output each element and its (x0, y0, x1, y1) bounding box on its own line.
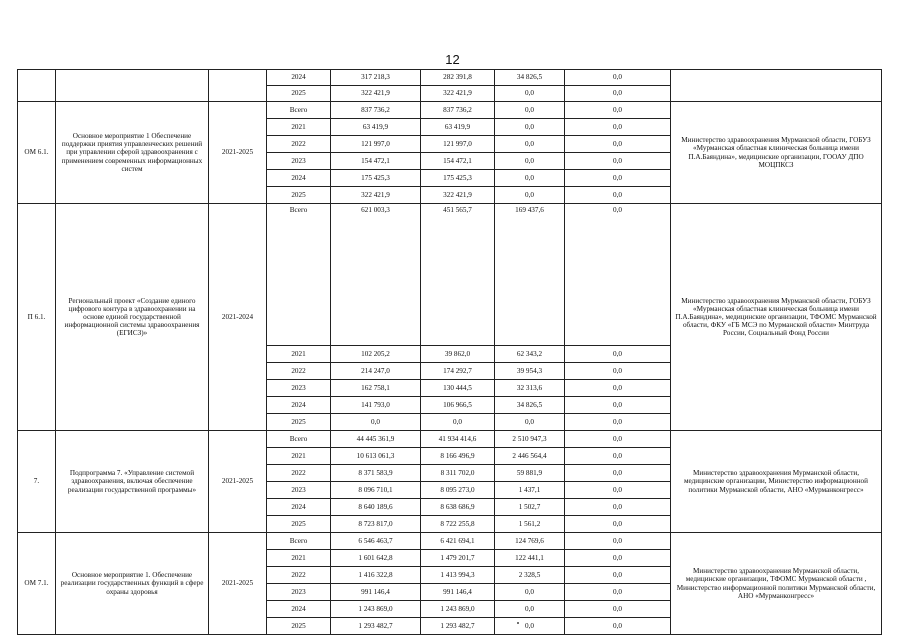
regional-budget-cell: 106 966,5 (421, 397, 495, 414)
federal-budget-cell: 34 826,5 (495, 70, 565, 86)
regional-budget-cell: 39 862,0 (421, 346, 495, 363)
other-sources-cell: 0,0 (565, 499, 671, 516)
federal-budget-cell: 122 441,1 (495, 550, 565, 567)
other-sources-cell: 0,0 (565, 431, 671, 448)
federal-budget-cell: 0,0 (495, 153, 565, 170)
responsible-executor-cell (671, 70, 882, 102)
responsible-executor-cell: Министерство здравоохранения Мурманской области, ГОБУЗ «Мурманская областная клиническая больница имени П.А.Баяндина», медицинские организации, ТФОМС Мурманской области, ФКУ «ГБ МСЭ по Мурманской области» Минтруда России, Социальный Фонд России (671, 204, 882, 431)
year-cell: Всего (267, 102, 331, 119)
federal-budget-cell: 32 313,6 (495, 380, 565, 397)
year-cell: 2022 (267, 363, 331, 380)
federal-budget-cell: 62 343,2 (495, 346, 565, 363)
page-number: 12 (445, 52, 460, 67)
regional-budget-cell: 121 997,0 (421, 136, 495, 153)
activity-name-cell: Региональный проект «Создание единого цифрового контура в здравоохранении на основе единой государственной информационной системы здравоохранения (ЕГИСЗ)» (56, 204, 209, 431)
total-cell: 621 003,3 (331, 204, 421, 346)
period-cell: 2021-2025 (209, 533, 267, 635)
activity-code-cell: ОМ 7.1. (18, 533, 56, 635)
activity-code-cell (18, 70, 56, 102)
activity-name-cell: Основное мероприятие 1. Обеспечение реализации государственных функций в сфере охраны здоровья (56, 533, 209, 635)
other-sources-cell: 0,0 (565, 550, 671, 567)
year-cell: 2024 (267, 499, 331, 516)
year-cell: 2023 (267, 380, 331, 397)
regional-budget-cell: 322 421,9 (421, 187, 495, 204)
other-sources-cell: 0,0 (565, 136, 671, 153)
federal-budget-cell: 39 954,3 (495, 363, 565, 380)
federal-budget-cell: 2 446 564,4 (495, 448, 565, 465)
other-sources-cell: 0,0 (565, 465, 671, 482)
federal-budget-cell: 2 510 947,3 (495, 431, 565, 448)
table-row (18, 533, 882, 550)
responsible-executor-cell: Министерство здравоохранения Мурманской области, медицинские организации, ТФОМС Мурманской области , Министерство информационной политики Мурманской области, АНО «Мурманконгресс» (671, 533, 882, 635)
total-cell: 162 758,1 (331, 380, 421, 397)
total-cell: 214 247,0 (331, 363, 421, 380)
regional-budget-cell: 8 095 273,0 (421, 482, 495, 499)
regional-budget-cell: 1 479 201,7 (421, 550, 495, 567)
regional-budget-cell: 63 419,9 (421, 119, 495, 136)
federal-budget-cell: 1 561,2 (495, 516, 565, 533)
federal-budget-cell: 34 826,5 (495, 397, 565, 414)
federal-budget-cell: 2 328,5 (495, 567, 565, 584)
total-cell: 991 146,4 (331, 584, 421, 601)
scan-dot (517, 622, 519, 624)
federal-budget-cell: 0,0 (495, 102, 565, 119)
year-cell: 2024 (267, 397, 331, 414)
total-cell: 10 613 061,3 (331, 448, 421, 465)
budget-table (17, 69, 882, 635)
regional-budget-cell: 1 293 482,7 (421, 618, 495, 635)
responsible-executor-cell: Министерство здравоохранения Мурманской области, медицинские организации, Министерство информационной политики Мурманской области, АНО «Мурманконгресс» (671, 431, 882, 533)
period-cell: 2021-2025 (209, 102, 267, 204)
activity-name-cell: Подпрограмма 7. «Управление системой здравоохранения, включая обеспечение реализации государственной программы» (56, 431, 209, 533)
activity-code-cell: П 6.1. (18, 204, 56, 431)
year-cell: 2021 (267, 550, 331, 567)
other-sources-cell: 0,0 (565, 346, 671, 363)
year-cell: 2025 (267, 187, 331, 204)
federal-budget-cell: 0,0 (495, 136, 565, 153)
other-sources-cell: 0,0 (565, 102, 671, 119)
regional-budget-cell: 8 722 255,8 (421, 516, 495, 533)
activity-code-cell: 7. (18, 431, 56, 533)
other-sources-cell: 0,0 (565, 482, 671, 499)
federal-budget-cell: 1 502,7 (495, 499, 565, 516)
year-cell: 2024 (267, 170, 331, 187)
year-cell: 2023 (267, 584, 331, 601)
year-cell: 2023 (267, 153, 331, 170)
total-cell: 8 371 583,9 (331, 465, 421, 482)
federal-budget-cell: 0,0 (495, 601, 565, 618)
year-cell: 2024 (267, 70, 331, 86)
other-sources-cell: 0,0 (565, 380, 671, 397)
other-sources-cell: 0,0 (565, 567, 671, 584)
regional-budget-cell: 6 421 694,1 (421, 533, 495, 550)
regional-budget-cell: 1 243 869,0 (421, 601, 495, 618)
other-sources-cell: 0,0 (565, 187, 671, 204)
other-sources-cell: 0,0 (565, 363, 671, 380)
table-row (18, 431, 882, 448)
federal-budget-cell: 169 437,6 (495, 204, 565, 346)
other-sources-cell: 0,0 (565, 153, 671, 170)
federal-budget-cell: 1 437,1 (495, 482, 565, 499)
other-sources-cell: 0,0 (565, 601, 671, 618)
total-cell: 154 472,1 (331, 153, 421, 170)
total-cell: 322 421,9 (331, 86, 421, 102)
regional-budget-cell: 991 146,4 (421, 584, 495, 601)
total-cell: 44 445 361,9 (331, 431, 421, 448)
federal-budget-cell: 124 769,6 (495, 533, 565, 550)
total-cell: 8 096 710,1 (331, 482, 421, 499)
year-cell: 2021 (267, 119, 331, 136)
regional-budget-cell: 837 736,2 (421, 102, 495, 119)
other-sources-cell: 0,0 (565, 70, 671, 86)
regional-budget-cell: 175 425,3 (421, 170, 495, 187)
federal-budget-cell: 0,0 (495, 119, 565, 136)
federal-budget-cell: 0,0 (495, 584, 565, 601)
year-cell: 2025 (267, 618, 331, 635)
activity-name-cell (56, 70, 209, 102)
year-cell: Всего (267, 204, 331, 346)
total-cell: 1 243 869,0 (331, 601, 421, 618)
other-sources-cell: 0,0 (565, 204, 671, 346)
other-sources-cell: 0,0 (565, 170, 671, 187)
federal-budget-cell: 0,0 (495, 170, 565, 187)
total-cell: 63 419,9 (331, 119, 421, 136)
total-cell: 8 723 817,0 (331, 516, 421, 533)
federal-budget-cell: 0,0 (495, 187, 565, 204)
regional-budget-cell: 8 311 702,0 (421, 465, 495, 482)
federal-budget-cell: 0,0 (495, 618, 565, 635)
total-cell: 0,0 (331, 414, 421, 431)
table-row (18, 204, 882, 346)
total-cell: 837 736,2 (331, 102, 421, 119)
activity-name-cell: Основное мероприятие 1 Обеспечение поддержки приятия управленческих решений при управлении сферой здравоохранения с применением современных информационных систем (56, 102, 209, 204)
other-sources-cell: 0,0 (565, 119, 671, 136)
other-sources-cell: 0,0 (565, 618, 671, 635)
period-cell: 2021-2025 (209, 431, 267, 533)
budget-table-body (18, 70, 882, 635)
regional-budget-cell: 174 292,7 (421, 363, 495, 380)
total-cell: 141 793,0 (331, 397, 421, 414)
year-cell: 2025 (267, 86, 331, 102)
federal-budget-cell: 0,0 (495, 86, 565, 102)
total-cell: 322 421,9 (331, 187, 421, 204)
total-cell: 8 640 189,6 (331, 499, 421, 516)
total-cell: 6 546 463,7 (331, 533, 421, 550)
period-cell (209, 70, 267, 102)
year-cell: 2022 (267, 567, 331, 584)
regional-budget-cell: 282 391,8 (421, 70, 495, 86)
year-cell: Всего (267, 431, 331, 448)
total-cell: 1 416 322,8 (331, 567, 421, 584)
responsible-executor-cell: Министерство здравоохранения Мурманской области, ГОБУЗ «Мурманская областная клиническая больница имени П.А.Баяндина», медицинские организации, ГООАУ ДПО МОЦПКСЗ (671, 102, 882, 204)
total-cell: 121 997,0 (331, 136, 421, 153)
total-cell: 317 218,3 (331, 70, 421, 86)
year-cell: 2024 (267, 601, 331, 618)
federal-budget-cell: 0,0 (495, 414, 565, 431)
table-row (18, 102, 882, 119)
year-cell: 2022 (267, 465, 331, 482)
activity-code-cell: ОМ 6.1. (18, 102, 56, 204)
regional-budget-cell: 0,0 (421, 414, 495, 431)
total-cell: 175 425,3 (331, 170, 421, 187)
other-sources-cell: 0,0 (565, 584, 671, 601)
year-cell: 2021 (267, 346, 331, 363)
period-cell: 2021-2024 (209, 204, 267, 431)
table-row (18, 70, 882, 86)
regional-budget-cell: 8 638 686,9 (421, 499, 495, 516)
regional-budget-cell: 1 413 994,3 (421, 567, 495, 584)
regional-budget-cell: 8 166 496,9 (421, 448, 495, 465)
year-cell: 2021 (267, 448, 331, 465)
other-sources-cell: 0,0 (565, 397, 671, 414)
other-sources-cell: 0,0 (565, 448, 671, 465)
total-cell: 1 293 482,7 (331, 618, 421, 635)
federal-budget-cell: 59 881,9 (495, 465, 565, 482)
total-cell: 1 601 642,8 (331, 550, 421, 567)
year-cell: 2022 (267, 136, 331, 153)
regional-budget-cell: 130 444,5 (421, 380, 495, 397)
other-sources-cell: 0,0 (565, 516, 671, 533)
year-cell: 2025 (267, 516, 331, 533)
total-cell: 102 205,2 (331, 346, 421, 363)
regional-budget-cell: 322 421,9 (421, 86, 495, 102)
other-sources-cell: 0,0 (565, 414, 671, 431)
regional-budget-cell: 451 565,7 (421, 204, 495, 346)
other-sources-cell: 0,0 (565, 86, 671, 102)
year-cell: 2025 (267, 414, 331, 431)
other-sources-cell: 0,0 (565, 533, 671, 550)
regional-budget-cell: 41 934 414,6 (421, 431, 495, 448)
year-cell: 2023 (267, 482, 331, 499)
year-cell: Всего (267, 533, 331, 550)
regional-budget-cell: 154 472,1 (421, 153, 495, 170)
